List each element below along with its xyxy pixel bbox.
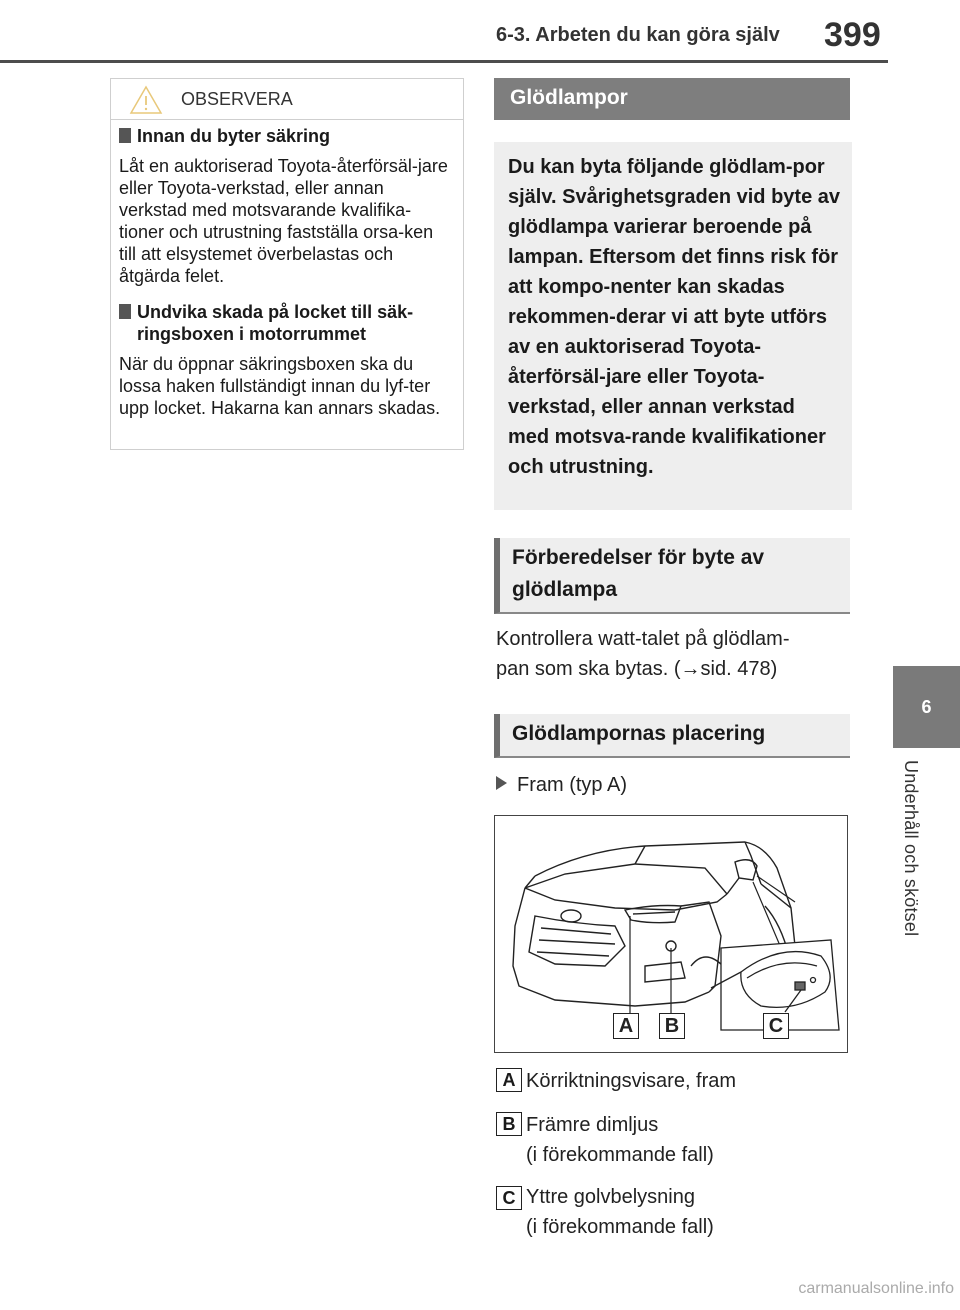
figure-label-b: B <box>659 1013 685 1039</box>
figure-label-a: A <box>613 1013 639 1039</box>
warning-section <box>119 301 455 419</box>
subitem: Fram (typ A) <box>496 770 627 800</box>
intro-box: Du kan byta följande glödlam-por själv. Svårighetsgraden vid byte av glödlampa varierar beroende på lampan. Eftersom det finns risk för att kompo-nenter kan skadas rekommen-derar vi att byte utförs av en auktoriserad Toyota-återförsäl-jare eller Toyota-verkstad, eller annan verkstad med motsva-rande kvalifikationer och utrustning. <box>494 142 852 510</box>
figure-label-c: C <box>763 1013 789 1039</box>
legend-label-a: A <box>496 1068 522 1092</box>
page-number: 399 <box>824 16 881 54</box>
prep-text: Kontrollera watt-talet på glödlam- pan som ska bytas. (→sid. 478) <box>496 624 789 684</box>
watermark: carmanualsonline.info <box>798 1280 954 1297</box>
placement-heading: Glödlampornas placering <box>494 714 850 758</box>
header-rule <box>0 60 888 63</box>
prep-heading: Förberedelser för byte av glödlampa <box>494 538 850 614</box>
chapter-tab: 6 <box>893 666 960 748</box>
legend-label-c: C <box>496 1186 522 1210</box>
warning-triangle-icon <box>129 85 163 115</box>
reference-arrow-icon: → <box>680 658 701 680</box>
chapter-label: Underhåll och skötsel <box>901 760 921 937</box>
warning-section-text: Låt en auktoriserad Toyota-återförsäl-jare eller Toyota-verkstad, eller annan verkstad med motsvarande kvalifika-tioner och utrustning fastställa orsa-ken till att elsystemet överbelastas och åtgärda felet. <box>119 156 448 286</box>
legend-text-b: Främre dimljus (i förekommande fall) <box>526 1114 714 1166</box>
legend-text-a: Körriktningsvisare, fram <box>526 1070 737 1092</box>
legend-label-b: B <box>496 1112 522 1136</box>
warning-section-heading: Undvika skada på locket till säk-ringsboxen i motorrummet <box>119 301 455 345</box>
warning-section-heading: Innan du byter säkring <box>119 125 455 147</box>
section-header-title: 6-3. Arbeten du kan göra själv <box>496 24 780 46</box>
warning-label: OBSERVERA <box>181 89 293 109</box>
section-title: Glödlampor <box>494 78 850 120</box>
car-front-figure <box>494 815 848 1053</box>
warning-header <box>111 79 463 120</box>
warning-section <box>119 125 455 287</box>
warning-box <box>110 78 464 450</box>
legend-text-c: Yttre golvbelysning (i förekommande fall) <box>526 1186 714 1238</box>
bullet-square-icon <box>119 128 131 143</box>
warning-section-text: När du öppnar säkringsboxen ska du lossa haken fullständigt innan du lyf-ter upp locket. Hakarna kan annars skadas. <box>119 354 441 418</box>
bullet-square-icon <box>119 304 131 319</box>
triangle-bullet-icon <box>496 776 507 790</box>
